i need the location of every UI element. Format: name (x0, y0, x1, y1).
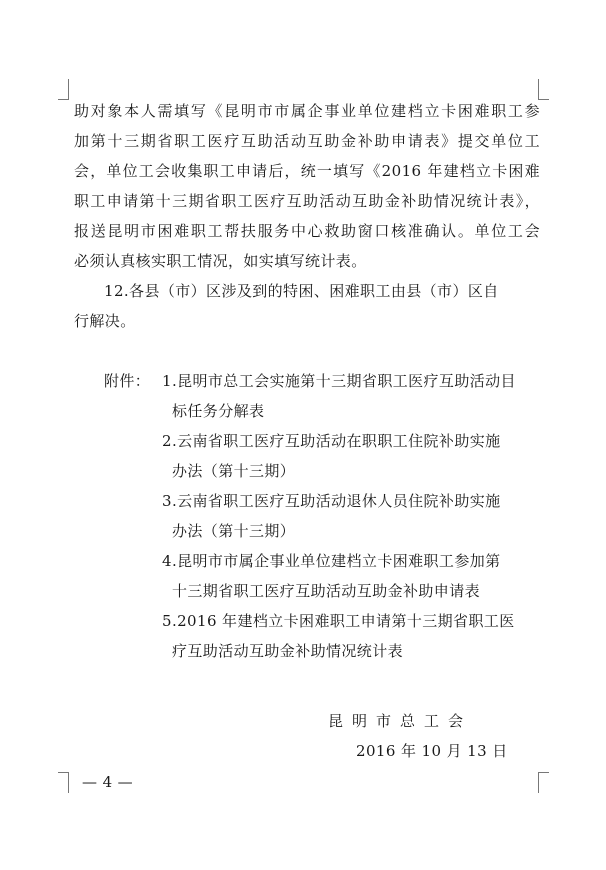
body-line: 会，单位工会收集职工申请后，统一填写《2016 年建档立卡困难 (74, 162, 540, 180)
crop-mark-top-left (58, 79, 69, 100)
attachment-item: 4.昆明市市属企事业单位建档立卡困难职工参加第 (162, 552, 501, 570)
crop-mark-bottom-right (538, 772, 549, 793)
attachment-item: 1.昆明市总工会实施第十三期省职工医疗互助活动目 (162, 372, 516, 390)
body-line: 报送昆明市困难职工帮扶服务中心救助窗口核准确认。单位工会 (74, 222, 540, 240)
item-12-line: 12.各县（市）区涉及到的特困、困难职工由县（市）区自 (104, 282, 499, 300)
attachment-item: 2.云南省职工医疗互助活动在职职工住院补助实施 (162, 432, 501, 450)
attachment-item: 3.云南省职工医疗互助活动退休人员住院补助实施 (162, 492, 501, 510)
body-line: 加第十三期省职工医疗互助活动互助金补助申请表》提交单位工 (74, 132, 540, 150)
attachment-item-cont: 疗互助活动互助金补助情况统计表 (172, 642, 404, 660)
signature-org: 昆明市总工会 (328, 712, 473, 730)
attachment-item-cont: 办法（第十三期） (172, 462, 296, 480)
attachments-label: 附件： (104, 372, 151, 390)
item-12-line: 行解决。 (74, 312, 136, 330)
attachment-item-cont: 标任务分解表 (172, 402, 265, 420)
crop-mark-bottom-left (58, 772, 69, 793)
page-number: — 4 — (82, 773, 134, 791)
body-line: 职工申请第十三期省职工医疗互助活动互助金补助情况统计表》， (74, 192, 540, 210)
attachment-item-cont: 十三期省职工医疗互助活动互助金补助申请表 (172, 582, 481, 600)
body-line: 必须认真核实职工情况，如实填写统计表。 (74, 252, 367, 270)
body-line: 助对象本人需填写《昆明市市属企事业单位建档立卡困难职工参 (74, 102, 540, 120)
crop-mark-top-right (538, 79, 549, 100)
attachment-item-cont: 办法（第十三期） (172, 522, 296, 540)
attachment-item: 5.2016 年建档立卡困难职工申请第十三期省职工医 (162, 612, 515, 630)
signature-date: 2016 年 10 月 13 日 (356, 742, 508, 760)
